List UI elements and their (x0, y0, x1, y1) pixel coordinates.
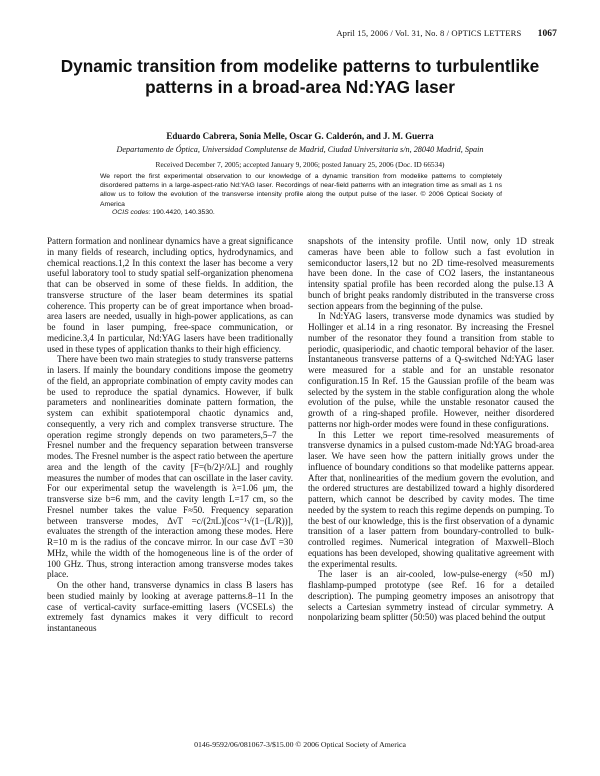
paragraph: The laser is an air-cooled, low-pulse-energy (≈50 mJ) flashlamp-pumped prototype (see Ref. 16 for a detailed description). The pumping geometry imposes an anisotropy that selects a Cartesian symmetry instead of circular symmetry. A nonpolarizing beam splitter (50:50) was placed behind the output (308, 569, 554, 623)
journal-line: April 15, 2006 / Vol. 31, No. 8 / OPTICS LETTERS (336, 28, 522, 38)
ocis-values: 190.4420, 140.3530. (152, 209, 215, 216)
right-column (308, 236, 554, 623)
paragraph: On the other hand, transverse dynamics in class B lasers has been studied mainly by looking at average patterns.8–11 In the case of vertical-cavity surface-emitting lasers (VCSELs) the extremely fast dynamics makes it very difficult to record instantaneous (47, 580, 293, 633)
author-list: Eduardo Cabrera, Sonia Melle, Oscar G. Calderón, and J. M. Guerra (166, 131, 434, 141)
paragraph: There have been two main strategies to study transverse patterns in lasers. If mainly the boundary conditions impose the geometry of the field, an appropriate combination of empty cavity modes can be used to reproduce the spatial dynamics. However, if bulk parameters and nonlinearities dominate pattern formation, the system can exhibit spatiotemporal chaotic dynamics and, consequently, a very rich and complex transverse structure. The operation regime strongly depends on two parameters,5–7 the Fresnel number and the frequency separation between transverse modes. The Fresnel number is the aspect ratio between the aperture area and the length of the cavity [F=(b/2)²/λL] and roughly measures the number of modes that can oscillate in the laser cavity. For our experimental setup the wavelength is λ=1.06 μm, the transverse size b=6 mm, and the cavity length L=17 cm, so the Fresnel number takes the value F≈50. Frequency separation between transverse modes, ΔνT =c/(2πL)[cos⁻¹√(1−(L/R))], evaluates the strength of the interaction among these modes. Here R=10 m is the radius of the concave mirror. In our case ΔνT =30 MHz, while the width of the homogeneous line is of the order of 100 GHz. Thus, strong interaction among transverse modes takes place. (47, 354, 293, 580)
running-header (300, 28, 557, 39)
copyright-footer: 0146-9592/06/081067-3/$15.00 © 2006 Optical Society of America (194, 740, 406, 749)
paragraph: In Nd:YAG lasers, transverse mode dynamics was studied by Hollinger et al.14 in a ring resonator. By increasing the Fresnel number of the resonator they found a transition from stable to periodic, quasiperiodic, and chaotic temporal behavior of the laser. Instantaneous transverse patterns of a Q-switched Nd:YAG laser were measured for a stable and for an unstable resonator configuration.15 In Ref. 15 the Gaussian profile of the beam was selected by the system in the stable configuration along the whole evolution of the pulse, while the unstable resonator caused the growth of a ring-shaped profile. However, neither disordered patterns nor high-order modes were found in these configurations. (308, 311, 554, 429)
affiliation: Departamento de Óptica, Universidad Complutense de Madrid, Ciudad Universitaria s/n, 28040 Madrid, Spain (116, 145, 484, 154)
received-dates: Received December 7, 2005; accepted January 9, 2006; posted January 25, 2006 (Doc. ID 66534) (155, 160, 445, 169)
paragraph: In this Letter we report time-resolved measurements of transverse dynamics in a pulsed custom-made Nd:YAG broad-area laser. We have seen how the pattern initially grows under the influence of boundary conditions so that modelike patterns appear. After that, nonlinearities of the medium govern the evolution, and the ordered structures are destabilized toward a highly disordered pattern, which cannot be described by cavity modes. The time needed by the system to reach this regime depends on pumping. To the best of our knowledge, this is the first observation of a dynamic transition of a laser pattern from boundary-controlled to bulk-controlled regimes. Numerical integration of Maxwell–Bloch equations has been developed, showing qualitative agreement with the experimental results. (308, 429, 554, 569)
article-title: Dynamic transition from modelike patterns to turbulentlike patterns in a broad-area Nd:YAG laser (60, 56, 540, 97)
ocis-codes (112, 209, 492, 216)
abstract: We report the first experimental observation to our knowledge of a dynamic transition from modelike patterns to completely disordered patterns in a large-aspect-ratio Nd:YAG laser. Recordings of near-field patterns with an integration time as small as 1 ns allow us to follow the evolution of the transverse intensity profile along the output pulse of the laser. © 2006 Optical Society of America (100, 173, 502, 208)
ocis-label: OCIS codes: (112, 209, 151, 216)
paragraph: Pattern formation and nonlinear dynamics have a great significance in many fields of research, including optics, hydrodynamics, and chemical reactions.1,2 In this context the laser has become a very useful laboratory tool to study spatial self-organization phenomena that can be observed in some of these fields. In addition, the transverse structure of the laser beam determines its spatial coherence. This property can be of great importance when broad-area lasers are needed, usually in high-power applications, as can be found in laser pumping, free-space communication, or medicine.3,4 In particular, Nd:YAG lasers have been traditionally used in these types of application thanks to their high efficiency. (47, 236, 293, 354)
paragraph: snapshots of the intensity profile. Until now, only 1D streak cameras have been able to follow such a fast evolution in semiconductor lasers,12 but no 2D time-resolved measurements have been done. In the case of CO2 lasers, the instantaneous intensity spatial profile has been recorded along the pulse.13 A bunch of bright peaks randomly distributed in the transverse cross section appears from the beginning of the pulse. (308, 236, 554, 311)
left-column (47, 236, 293, 634)
page-number: 1067 (537, 29, 557, 39)
